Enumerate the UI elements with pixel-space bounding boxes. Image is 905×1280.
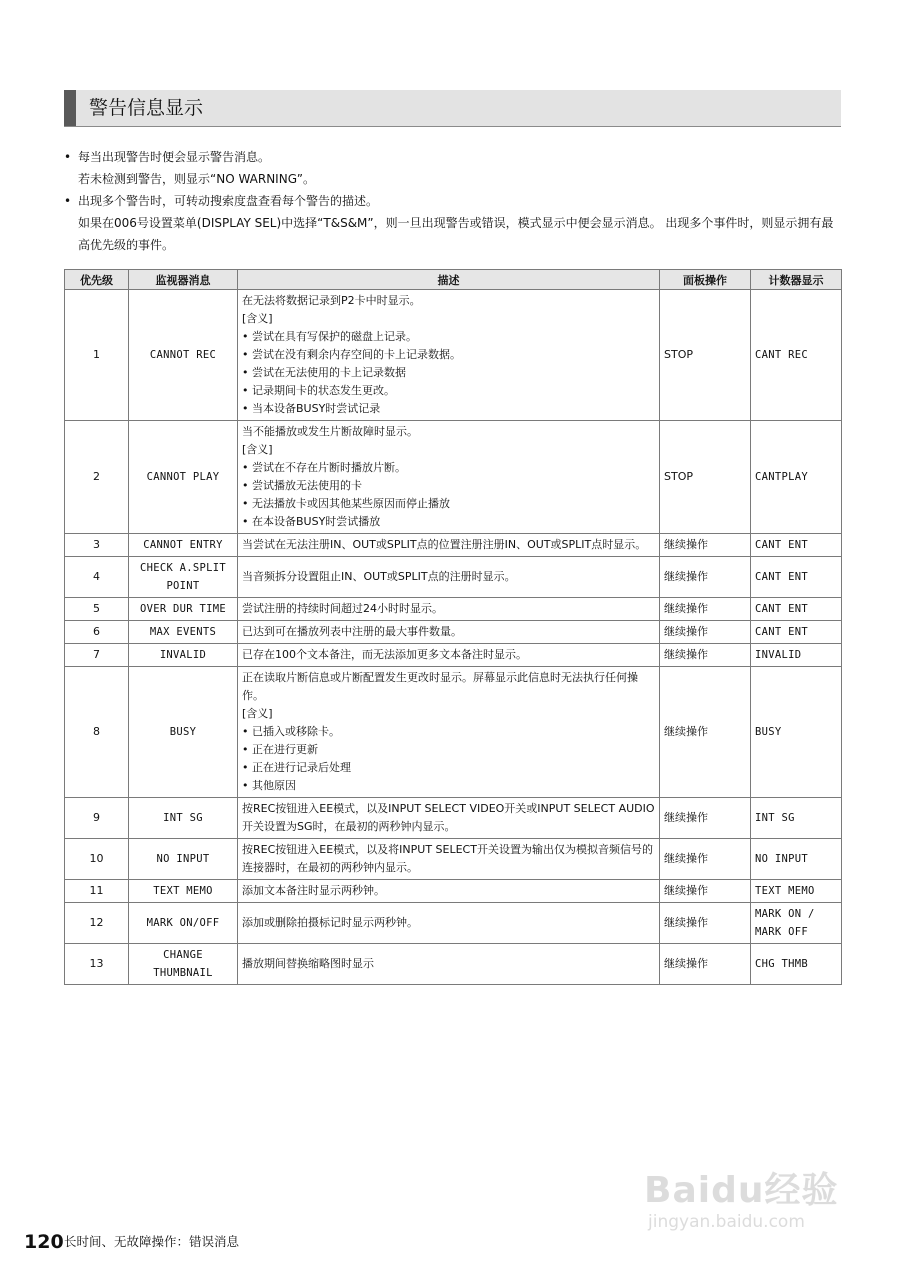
table-row (65, 880, 842, 903)
priority-cell: 9 (65, 798, 129, 839)
description-line: 按REC按钮进入EE模式，以及INPUT SELECT VIDEO开关或INPUT SELECT AUDIO开关设置为SG时，在最初的两秒钟内显示。 (242, 802, 655, 833)
description-line: • 正在进行更新 (242, 743, 318, 756)
panel-operation-cell: 继续操作 (660, 534, 751, 557)
intro-bullet-2-line-1: 出现多个警告时，可转动搜索度盘查看每个警告的描述。 (78, 194, 379, 208)
monitor-message-cell: INVALID (129, 644, 238, 667)
description-line: 已存在100个文本备注，而无法添加更多文本备注时显示。 (242, 648, 527, 661)
description-line: 按REC按钮进入EE模式，以及将INPUT SELECT开关设置为输出仅为模拟音频信号的连接器时，在最初的两秒钟内显示。 (242, 843, 653, 874)
panel-operation-cell: 继续操作 (660, 621, 751, 644)
counter-display-cell: CANT ENT (751, 598, 842, 621)
counter-display-cell: CANT ENT (751, 534, 842, 557)
table-row (65, 534, 842, 557)
baidu-watermark (640, 1140, 850, 1240)
warning-table (64, 269, 842, 985)
table-row (65, 621, 842, 644)
priority-cell: 10 (65, 839, 129, 880)
section-header (64, 90, 841, 127)
description-cell (238, 644, 660, 667)
description-line: • 正在进行记录后处理 (242, 761, 351, 774)
monitor-message-cell: TEXT MEMO (129, 880, 238, 903)
description-line: 尝试注册的持续时间超过24小时时显示。 (242, 602, 443, 615)
table-row (65, 839, 842, 880)
panel-operation-cell: 继续操作 (660, 598, 751, 621)
table-row (65, 903, 842, 944)
description-line: • 无法播放卡或因其他某些原因而停止播放 (242, 497, 450, 510)
table-row (65, 798, 842, 839)
description-cell (238, 798, 660, 839)
header-panel-operation: 面板操作 (660, 270, 751, 290)
counter-display-cell: INVALID (751, 644, 842, 667)
page-number: 120 (24, 1231, 64, 1253)
counter-display-cell: CANTPLAY (751, 421, 842, 534)
intro-bullet-1-line-1: 每当出现警告时便会显示警告消息。 (78, 150, 271, 164)
description-cell (238, 557, 660, 598)
monitor-message-cell: BUSY (129, 667, 238, 798)
header-counter-display: 计数器显示 (751, 270, 842, 290)
panel-operation-cell: STOP (660, 290, 751, 421)
priority-cell: 2 (65, 421, 129, 534)
counter-display-cell: INT SG (751, 798, 842, 839)
panel-operation-cell: 继续操作 (660, 798, 751, 839)
bullet-dot-icon: • (64, 194, 72, 208)
intro-bullet-1 (64, 146, 841, 190)
panel-operation-cell: 继续操作 (660, 903, 751, 944)
panel-operation-cell: 继续操作 (660, 880, 751, 903)
description-line: 已达到可在播放列表中注册的最大事件数量。 (242, 625, 462, 638)
description-line: • 记录期间卡的状态发生更改。 (242, 384, 395, 397)
description-cell (238, 534, 660, 557)
description-line: [含义] (242, 312, 273, 325)
intro-bullet-2-line-2: 如果在006号设置菜单(DISPLAY SEL)中选择“T&S&M”，则一旦出现警告或错误，模式显示中便会显示消息。 出现多个事件时，则显示拥有最高优先级的事件。 (78, 216, 834, 252)
header-monitor-message: 监视器消息 (129, 270, 238, 290)
monitor-message-cell: CHANGE THUMBNAIL (129, 944, 238, 985)
description-cell (238, 839, 660, 880)
description-cell (238, 880, 660, 903)
description-cell (238, 621, 660, 644)
panel-operation-cell: 继续操作 (660, 839, 751, 880)
description-line: • 已插入或移除卡。 (242, 725, 340, 738)
priority-cell: 13 (65, 944, 129, 985)
description-cell (238, 290, 660, 421)
priority-cell: 12 (65, 903, 129, 944)
description-line: 正在读取片断信息或片断配置发生更改时显示。屏幕显示此信息时无法执行任何操作。 (242, 671, 638, 702)
header-priority: 优先级 (65, 270, 129, 290)
intro-bullet-1-line-2: 若未检测到警告，则显示“NO WARNING”。 (78, 172, 315, 186)
priority-cell: 1 (65, 290, 129, 421)
monitor-message-cell: MARK ON/OFF (129, 903, 238, 944)
description-line: 当音频拆分设置阻止IN、OUT或SPLIT点的注册时显示。 (242, 570, 516, 583)
counter-display-cell: BUSY (751, 667, 842, 798)
table-row (65, 644, 842, 667)
description-cell (238, 598, 660, 621)
description-line: • 在本设备BUSY时尝试播放 (242, 515, 381, 528)
description-line: [含义] (242, 443, 273, 456)
table-body (65, 290, 842, 985)
counter-display-cell: CANT ENT (751, 557, 842, 598)
table-row (65, 421, 842, 534)
monitor-message-cell: CANNOT PLAY (129, 421, 238, 534)
description-line: [含义] (242, 707, 273, 720)
section-bar (64, 90, 76, 126)
description-cell (238, 944, 660, 985)
monitor-message-cell: CHECK A.SPLIT POINT (129, 557, 238, 598)
priority-cell: 6 (65, 621, 129, 644)
panel-operation-cell: STOP (660, 421, 751, 534)
description-line: • 尝试在没有剩余内存空间的卡上记录数据。 (242, 348, 461, 361)
table-row (65, 290, 842, 421)
table-header-row (65, 270, 842, 290)
panel-operation-cell: 继续操作 (660, 557, 751, 598)
monitor-message-cell: CANNOT ENTRY (129, 534, 238, 557)
footer-chapter-title: 长时间、无故障操作：错误消息 (64, 1234, 240, 1249)
monitor-message-cell: NO INPUT (129, 839, 238, 880)
counter-display-cell: CANT REC (751, 290, 842, 421)
priority-cell: 8 (65, 667, 129, 798)
description-line: • 尝试播放无法使用的卡 (242, 479, 362, 492)
monitor-message-cell: INT SG (129, 798, 238, 839)
panel-operation-cell: 继续操作 (660, 667, 751, 798)
description-line: • 当本设备BUSY时尝试记录 (242, 402, 381, 415)
priority-cell: 3 (65, 534, 129, 557)
panel-operation-cell: 继续操作 (660, 944, 751, 985)
table-row (65, 557, 842, 598)
monitor-message-cell: CANNOT REC (129, 290, 238, 421)
counter-display-cell: NO INPUT (751, 839, 842, 880)
description-line: • 其他原因 (242, 779, 296, 792)
intro-bullets (64, 146, 841, 256)
description-line: • 尝试在不存在片断时播放片断。 (242, 461, 406, 474)
description-line: • 尝试在具有写保护的磁盘上记录。 (242, 330, 417, 343)
section-title: 警告信息显示 (89, 97, 204, 119)
description-cell (238, 421, 660, 534)
monitor-message-cell: MAX EVENTS (129, 621, 238, 644)
priority-cell: 5 (65, 598, 129, 621)
table-row (65, 944, 842, 985)
description-cell (238, 667, 660, 798)
counter-display-cell: TEXT MEMO (751, 880, 842, 903)
watermark-url: jingyan.baidu.com (648, 1212, 805, 1232)
intro-bullet-2 (64, 190, 841, 256)
monitor-message-cell: OVER DUR TIME (129, 598, 238, 621)
counter-display-cell: CHG THMB (751, 944, 842, 985)
table-row (65, 598, 842, 621)
priority-cell: 7 (65, 644, 129, 667)
priority-cell: 4 (65, 557, 129, 598)
description-cell (238, 903, 660, 944)
description-line: 添加或删除拍摄标记时显示两秒钟。 (242, 916, 418, 929)
description-line: 当尝试在无法注册IN、OUT或SPLIT点的位置注册注册IN、OUT或SPLIT点时显示。 (242, 538, 647, 551)
table-row (65, 667, 842, 798)
counter-display-cell: MARK ON / MARK OFF (751, 903, 842, 944)
panel-operation-cell: 继续操作 (660, 644, 751, 667)
header-description: 描述 (238, 270, 660, 290)
description-line: 在无法将数据记录到P2卡中时显示。 (242, 294, 421, 307)
description-line: 当不能播放或发生片断故障时显示。 (242, 425, 418, 438)
description-line: • 尝试在无法使用的卡上记录数据 (242, 366, 406, 379)
counter-display-cell: CANT ENT (751, 621, 842, 644)
description-line: 播放期间替换缩略图时显示 (242, 957, 374, 970)
watermark-brand: Baidu经验 (644, 1170, 839, 1211)
priority-cell: 11 (65, 880, 129, 903)
bullet-dot-icon: • (64, 150, 72, 164)
description-line: 添加文本备注时显示两秒钟。 (242, 884, 385, 897)
